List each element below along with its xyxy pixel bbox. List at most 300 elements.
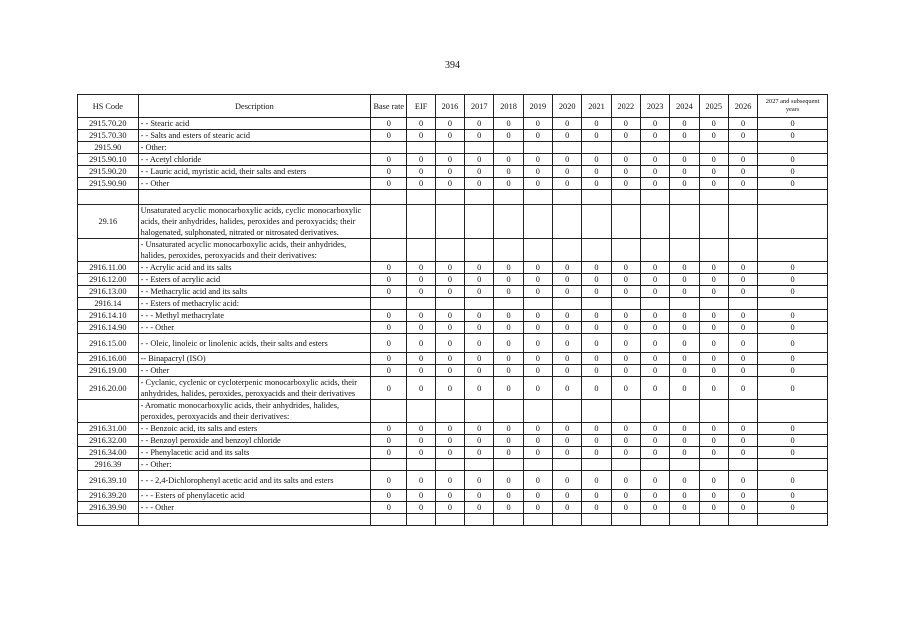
description-cell: -- Binapacryl (ISO) [138, 353, 370, 365]
page-number: 394 [445, 60, 460, 71]
description-cell: - - Salts and esters of stearic acid [138, 130, 370, 142]
year-rate-cell: 0 [523, 310, 552, 322]
eif-rate-cell: 0 [407, 353, 435, 365]
base-rate-cell: 0 [371, 262, 407, 274]
year-rate-cell: 0 [758, 502, 828, 514]
base-rate-cell [371, 190, 407, 205]
year-rate-cell [728, 400, 757, 423]
year-rate-cell: 0 [494, 502, 523, 514]
year-rate-cell: 0 [670, 166, 699, 178]
year-rate-cell [523, 459, 552, 471]
year-rate-cell: 0 [640, 178, 669, 190]
year-rate-cell: 0 [728, 365, 757, 377]
year-rate-cell: 0 [670, 310, 699, 322]
year-rate-cell [553, 514, 582, 526]
year-rate-cell: 0 [758, 377, 828, 400]
year-rate-cell: 0 [553, 130, 582, 142]
year-rate-cell: 0 [611, 274, 640, 286]
year-rate-cell: 0 [523, 377, 552, 400]
base-rate-cell: 0 [371, 322, 407, 334]
base-rate-cell [371, 142, 407, 154]
year-rate-cell: 0 [582, 365, 611, 377]
header-subsequent-years: 2027 and subsequent years [758, 95, 828, 118]
base-rate-cell: 0 [371, 423, 407, 435]
hs-code-cell: 2916.39.90 [78, 502, 139, 514]
year-rate-cell: 0 [435, 130, 464, 142]
year-rate-cell: 0 [582, 322, 611, 334]
year-rate-cell: 0 [611, 365, 640, 377]
year-rate-cell: 0 [465, 310, 494, 322]
year-rate-cell: 0 [699, 471, 728, 490]
year-rate-cell: 0 [523, 118, 552, 130]
year-rate-cell [611, 514, 640, 526]
year-rate-cell: 0 [553, 178, 582, 190]
year-rate-cell [582, 514, 611, 526]
table-row [78, 447, 828, 459]
year-rate-cell: 0 [494, 322, 523, 334]
year-rate-cell: 0 [640, 286, 669, 298]
year-rate-cell [523, 205, 552, 239]
header-year: 2025 [699, 95, 728, 118]
year-rate-cell: 0 [758, 166, 828, 178]
year-rate-cell: 0 [553, 490, 582, 502]
hs-code-cell: 2916.14.10 [78, 310, 139, 322]
year-rate-cell [494, 298, 523, 310]
hs-code-cell: 2915.70.30 [78, 130, 139, 142]
hs-code-cell: 2915.70.20 [78, 118, 139, 130]
year-rate-cell: 0 [699, 502, 728, 514]
year-rate-cell [435, 514, 464, 526]
year-rate-cell: 0 [465, 262, 494, 274]
table-row [78, 490, 828, 502]
year-rate-cell: 0 [699, 377, 728, 400]
year-rate-cell: 0 [435, 274, 464, 286]
year-rate-cell: 0 [728, 262, 757, 274]
year-rate-cell: 0 [553, 322, 582, 334]
year-rate-cell [553, 400, 582, 423]
table-row [78, 334, 828, 353]
year-rate-cell: 0 [523, 274, 552, 286]
year-rate-cell: 0 [699, 178, 728, 190]
hs-code-cell: 2915.90.90 [78, 178, 139, 190]
eif-rate-cell: 0 [407, 365, 435, 377]
year-rate-cell: 0 [494, 377, 523, 400]
year-rate-cell [728, 298, 757, 310]
year-rate-cell: 0 [553, 286, 582, 298]
year-rate-cell [699, 298, 728, 310]
year-rate-cell: 0 [699, 154, 728, 166]
year-rate-cell [465, 239, 494, 262]
description-cell: - - Acrylic acid and its salts [138, 262, 370, 274]
description-cell: - - Other [138, 365, 370, 377]
year-rate-cell [699, 142, 728, 154]
year-rate-cell: 0 [494, 334, 523, 353]
hs-code-cell: 2916.15.00 [78, 334, 139, 353]
year-rate-cell: 0 [523, 471, 552, 490]
year-rate-cell: 0 [670, 435, 699, 447]
year-rate-cell [435, 205, 464, 239]
year-rate-cell [465, 298, 494, 310]
description-cell: - - Stearic acid [138, 118, 370, 130]
year-rate-cell: 0 [465, 334, 494, 353]
year-rate-cell: 0 [465, 166, 494, 178]
year-rate-cell: 0 [523, 502, 552, 514]
eif-rate-cell: 0 [407, 154, 435, 166]
year-rate-cell: 0 [494, 365, 523, 377]
table-header-row [78, 95, 828, 118]
description-cell: - - - Methyl methacrylate [138, 310, 370, 322]
header-year: 2016 [435, 95, 464, 118]
year-rate-cell [553, 239, 582, 262]
year-rate-cell: 0 [728, 130, 757, 142]
year-rate-cell: 0 [611, 166, 640, 178]
base-rate-cell: 0 [371, 286, 407, 298]
year-rate-cell [523, 400, 552, 423]
year-rate-cell: 0 [582, 178, 611, 190]
year-rate-cell: 0 [582, 490, 611, 502]
year-rate-cell [611, 298, 640, 310]
year-rate-cell: 0 [582, 377, 611, 400]
base-rate-cell: 0 [371, 178, 407, 190]
year-rate-cell: 0 [494, 353, 523, 365]
hs-code-cell: 2916.39 [78, 459, 139, 471]
year-rate-cell [699, 190, 728, 205]
year-rate-cell: 0 [553, 274, 582, 286]
year-rate-cell [611, 205, 640, 239]
year-rate-cell: 0 [758, 178, 828, 190]
year-rate-cell: 0 [465, 365, 494, 377]
year-rate-cell: 0 [435, 365, 464, 377]
year-rate-cell [523, 239, 552, 262]
year-rate-cell: 0 [670, 490, 699, 502]
year-rate-cell [758, 190, 828, 205]
table-row [78, 353, 828, 365]
year-rate-cell [435, 190, 464, 205]
year-rate-cell: 0 [465, 130, 494, 142]
year-rate-cell: 0 [699, 435, 728, 447]
year-rate-cell: 0 [758, 322, 828, 334]
header-year: 2022 [611, 95, 640, 118]
description-cell: - - Esters of acrylic acid [138, 274, 370, 286]
year-rate-cell: 0 [611, 310, 640, 322]
base-rate-cell [371, 400, 407, 423]
base-rate-cell: 0 [371, 377, 407, 400]
description-cell: - - - Other [138, 322, 370, 334]
year-rate-cell: 0 [758, 435, 828, 447]
year-rate-cell [758, 400, 828, 423]
year-rate-cell [728, 142, 757, 154]
year-rate-cell [582, 190, 611, 205]
eif-rate-cell: 0 [407, 471, 435, 490]
year-rate-cell [494, 205, 523, 239]
year-rate-cell: 0 [582, 423, 611, 435]
header-year: 2023 [640, 95, 669, 118]
year-rate-cell: 0 [465, 154, 494, 166]
eif-rate-cell: 0 [407, 423, 435, 435]
year-rate-cell: 0 [523, 490, 552, 502]
year-rate-cell [553, 142, 582, 154]
year-rate-cell: 0 [728, 490, 757, 502]
year-rate-cell: 0 [699, 118, 728, 130]
hs-code-cell: 2916.12.00 [78, 274, 139, 286]
year-rate-cell: 0 [728, 334, 757, 353]
year-rate-cell: 0 [553, 502, 582, 514]
year-rate-cell [435, 459, 464, 471]
year-rate-cell: 0 [611, 353, 640, 365]
tariff-schedule-table [77, 94, 828, 526]
year-rate-cell: 0 [494, 286, 523, 298]
base-rate-cell: 0 [371, 365, 407, 377]
table-row [78, 298, 828, 310]
header-base-rate: Base rate [371, 95, 407, 118]
year-rate-cell: 0 [611, 377, 640, 400]
description-cell: - Other: [138, 142, 370, 154]
year-rate-cell [435, 142, 464, 154]
year-rate-cell: 0 [465, 502, 494, 514]
hs-code-cell: 2916.13.00 [78, 286, 139, 298]
year-rate-cell: 0 [523, 447, 552, 459]
year-rate-cell [758, 205, 828, 239]
hs-code-cell: 2916.39.20 [78, 490, 139, 502]
description-cell: - - Oleic, linoleic or linolenic acids, their salts and esters [138, 334, 370, 353]
year-rate-cell: 0 [435, 471, 464, 490]
year-rate-cell [582, 298, 611, 310]
year-rate-cell: 0 [582, 353, 611, 365]
year-rate-cell [435, 298, 464, 310]
base-rate-cell [371, 205, 407, 239]
year-rate-cell [640, 239, 669, 262]
year-rate-cell: 0 [494, 435, 523, 447]
year-rate-cell [640, 190, 669, 205]
year-rate-cell [523, 142, 552, 154]
year-rate-cell: 0 [465, 423, 494, 435]
year-rate-cell: 0 [728, 471, 757, 490]
year-rate-cell: 0 [728, 286, 757, 298]
base-rate-cell: 0 [371, 502, 407, 514]
hs-code-cell: 2916.16.00 [78, 353, 139, 365]
description-cell: Unsaturated acyclic monocarboxylic acids, cyclic monocarboxylic acids, their anhydrides, halides, peroxides and peroxyacids; their halogenated, sulphonated, nitrated or nitrosated derivatives. [138, 205, 370, 239]
year-rate-cell: 0 [670, 154, 699, 166]
year-rate-cell [640, 400, 669, 423]
year-rate-cell [465, 514, 494, 526]
description-cell: - - Benzoyl peroxide and benzoyl chloride [138, 435, 370, 447]
year-rate-cell: 0 [640, 154, 669, 166]
eif-rate-cell: 0 [407, 502, 435, 514]
eif-rate-cell: 0 [407, 274, 435, 286]
year-rate-cell: 0 [699, 322, 728, 334]
year-rate-cell: 0 [640, 502, 669, 514]
year-rate-cell: 0 [553, 447, 582, 459]
year-rate-cell [640, 205, 669, 239]
hs-code-cell: 2916.14.90 [78, 322, 139, 334]
hs-code-cell: 2916.14 [78, 298, 139, 310]
base-rate-cell [371, 298, 407, 310]
year-rate-cell: 0 [494, 471, 523, 490]
year-rate-cell: 0 [611, 118, 640, 130]
table-row [78, 286, 828, 298]
year-rate-cell: 0 [523, 262, 552, 274]
description-cell: - - Phenylacetic acid and its salts [138, 447, 370, 459]
year-rate-cell [699, 205, 728, 239]
year-rate-cell: 0 [523, 435, 552, 447]
year-rate-cell: 0 [553, 262, 582, 274]
base-rate-cell: 0 [371, 274, 407, 286]
table-row [78, 205, 828, 239]
year-rate-cell: 0 [699, 310, 728, 322]
year-rate-cell: 0 [728, 435, 757, 447]
eif-rate-cell: 0 [407, 310, 435, 322]
year-rate-cell [523, 298, 552, 310]
year-rate-cell [640, 142, 669, 154]
year-rate-cell: 0 [465, 322, 494, 334]
header-year: 2019 [523, 95, 552, 118]
year-rate-cell: 0 [523, 166, 552, 178]
year-rate-cell [670, 205, 699, 239]
hs-code-cell [78, 400, 139, 423]
hs-code-cell: 2916.32.00 [78, 435, 139, 447]
year-rate-cell: 0 [553, 154, 582, 166]
base-rate-cell: 0 [371, 471, 407, 490]
year-rate-cell: 0 [640, 471, 669, 490]
year-rate-cell: 0 [670, 334, 699, 353]
year-rate-cell: 0 [699, 262, 728, 274]
year-rate-cell [640, 459, 669, 471]
year-rate-cell [611, 239, 640, 262]
year-rate-cell: 0 [640, 334, 669, 353]
year-rate-cell: 0 [435, 490, 464, 502]
year-rate-cell: 0 [728, 322, 757, 334]
table-row [78, 423, 828, 435]
hs-code-cell: 2916.31.00 [78, 423, 139, 435]
year-rate-cell: 0 [553, 471, 582, 490]
year-rate-cell: 0 [435, 154, 464, 166]
year-rate-cell: 0 [758, 353, 828, 365]
table-row [78, 435, 828, 447]
header-year: 2021 [582, 95, 611, 118]
year-rate-cell: 0 [728, 154, 757, 166]
year-rate-cell: 0 [582, 286, 611, 298]
base-rate-cell: 0 [371, 435, 407, 447]
base-rate-cell: 0 [371, 130, 407, 142]
year-rate-cell: 0 [728, 502, 757, 514]
year-rate-cell: 0 [670, 353, 699, 365]
hs-code-cell [78, 239, 139, 262]
description-cell: - - Other [138, 178, 370, 190]
table-row [78, 130, 828, 142]
header-eif: EIF [407, 95, 435, 118]
year-rate-cell: 0 [582, 166, 611, 178]
eif-rate-cell: 0 [407, 447, 435, 459]
year-rate-cell: 0 [494, 447, 523, 459]
year-rate-cell: 0 [465, 447, 494, 459]
eif-rate-cell [407, 459, 435, 471]
eif-rate-cell: 0 [407, 322, 435, 334]
hs-code-cell: 2916.34.00 [78, 447, 139, 459]
year-rate-cell: 0 [553, 365, 582, 377]
year-rate-cell: 0 [640, 377, 669, 400]
year-rate-cell [553, 205, 582, 239]
year-rate-cell: 0 [553, 435, 582, 447]
year-rate-cell: 0 [699, 130, 728, 142]
year-rate-cell: 0 [640, 435, 669, 447]
eif-rate-cell: 0 [407, 118, 435, 130]
year-rate-cell: 0 [582, 130, 611, 142]
year-rate-cell: 0 [494, 262, 523, 274]
year-rate-cell [670, 459, 699, 471]
year-rate-cell: 0 [494, 490, 523, 502]
hs-code-cell: 2916.39.10 [78, 471, 139, 490]
year-rate-cell: 0 [523, 178, 552, 190]
year-rate-cell: 0 [640, 118, 669, 130]
year-rate-cell: 0 [523, 154, 552, 166]
year-rate-cell: 0 [582, 154, 611, 166]
year-rate-cell: 0 [758, 365, 828, 377]
table-row [78, 166, 828, 178]
year-rate-cell: 0 [435, 178, 464, 190]
year-rate-cell [670, 142, 699, 154]
header-year: 2020 [553, 95, 582, 118]
year-rate-cell [758, 514, 828, 526]
year-rate-cell [435, 239, 464, 262]
year-rate-cell [523, 190, 552, 205]
year-rate-cell: 0 [611, 447, 640, 459]
year-rate-cell: 0 [640, 423, 669, 435]
year-rate-cell: 0 [435, 423, 464, 435]
eif-rate-cell: 0 [407, 286, 435, 298]
eif-rate-cell: 0 [407, 130, 435, 142]
hs-code-cell: 2916.20.00 [78, 377, 139, 400]
year-rate-cell: 0 [523, 130, 552, 142]
year-rate-cell: 0 [435, 435, 464, 447]
year-rate-cell [611, 459, 640, 471]
year-rate-cell [435, 400, 464, 423]
year-rate-cell: 0 [670, 377, 699, 400]
year-rate-cell: 0 [640, 166, 669, 178]
year-rate-cell: 0 [611, 262, 640, 274]
header-description: Description [138, 95, 370, 118]
year-rate-cell: 0 [494, 274, 523, 286]
eif-rate-cell [407, 190, 435, 205]
year-rate-cell [553, 298, 582, 310]
year-rate-cell: 0 [640, 447, 669, 459]
table-row [78, 190, 828, 205]
year-rate-cell: 0 [553, 423, 582, 435]
year-rate-cell: 0 [582, 435, 611, 447]
year-rate-cell: 0 [728, 118, 757, 130]
table-row [78, 274, 828, 286]
header-hs-code: HS Code [78, 95, 139, 118]
year-rate-cell: 0 [465, 274, 494, 286]
year-rate-cell [465, 459, 494, 471]
year-rate-cell: 0 [611, 334, 640, 353]
year-rate-cell: 0 [435, 118, 464, 130]
eif-rate-cell: 0 [407, 377, 435, 400]
year-rate-cell [582, 205, 611, 239]
table-row [78, 178, 828, 190]
year-rate-cell: 0 [699, 334, 728, 353]
year-rate-cell: 0 [670, 130, 699, 142]
year-rate-cell: 0 [465, 286, 494, 298]
year-rate-cell: 0 [523, 322, 552, 334]
eif-rate-cell [407, 239, 435, 262]
year-rate-cell: 0 [494, 118, 523, 130]
year-rate-cell [728, 514, 757, 526]
year-rate-cell: 0 [553, 377, 582, 400]
table-row [78, 514, 828, 526]
hs-code-cell [78, 190, 139, 205]
year-rate-cell [582, 142, 611, 154]
year-rate-cell: 0 [758, 471, 828, 490]
